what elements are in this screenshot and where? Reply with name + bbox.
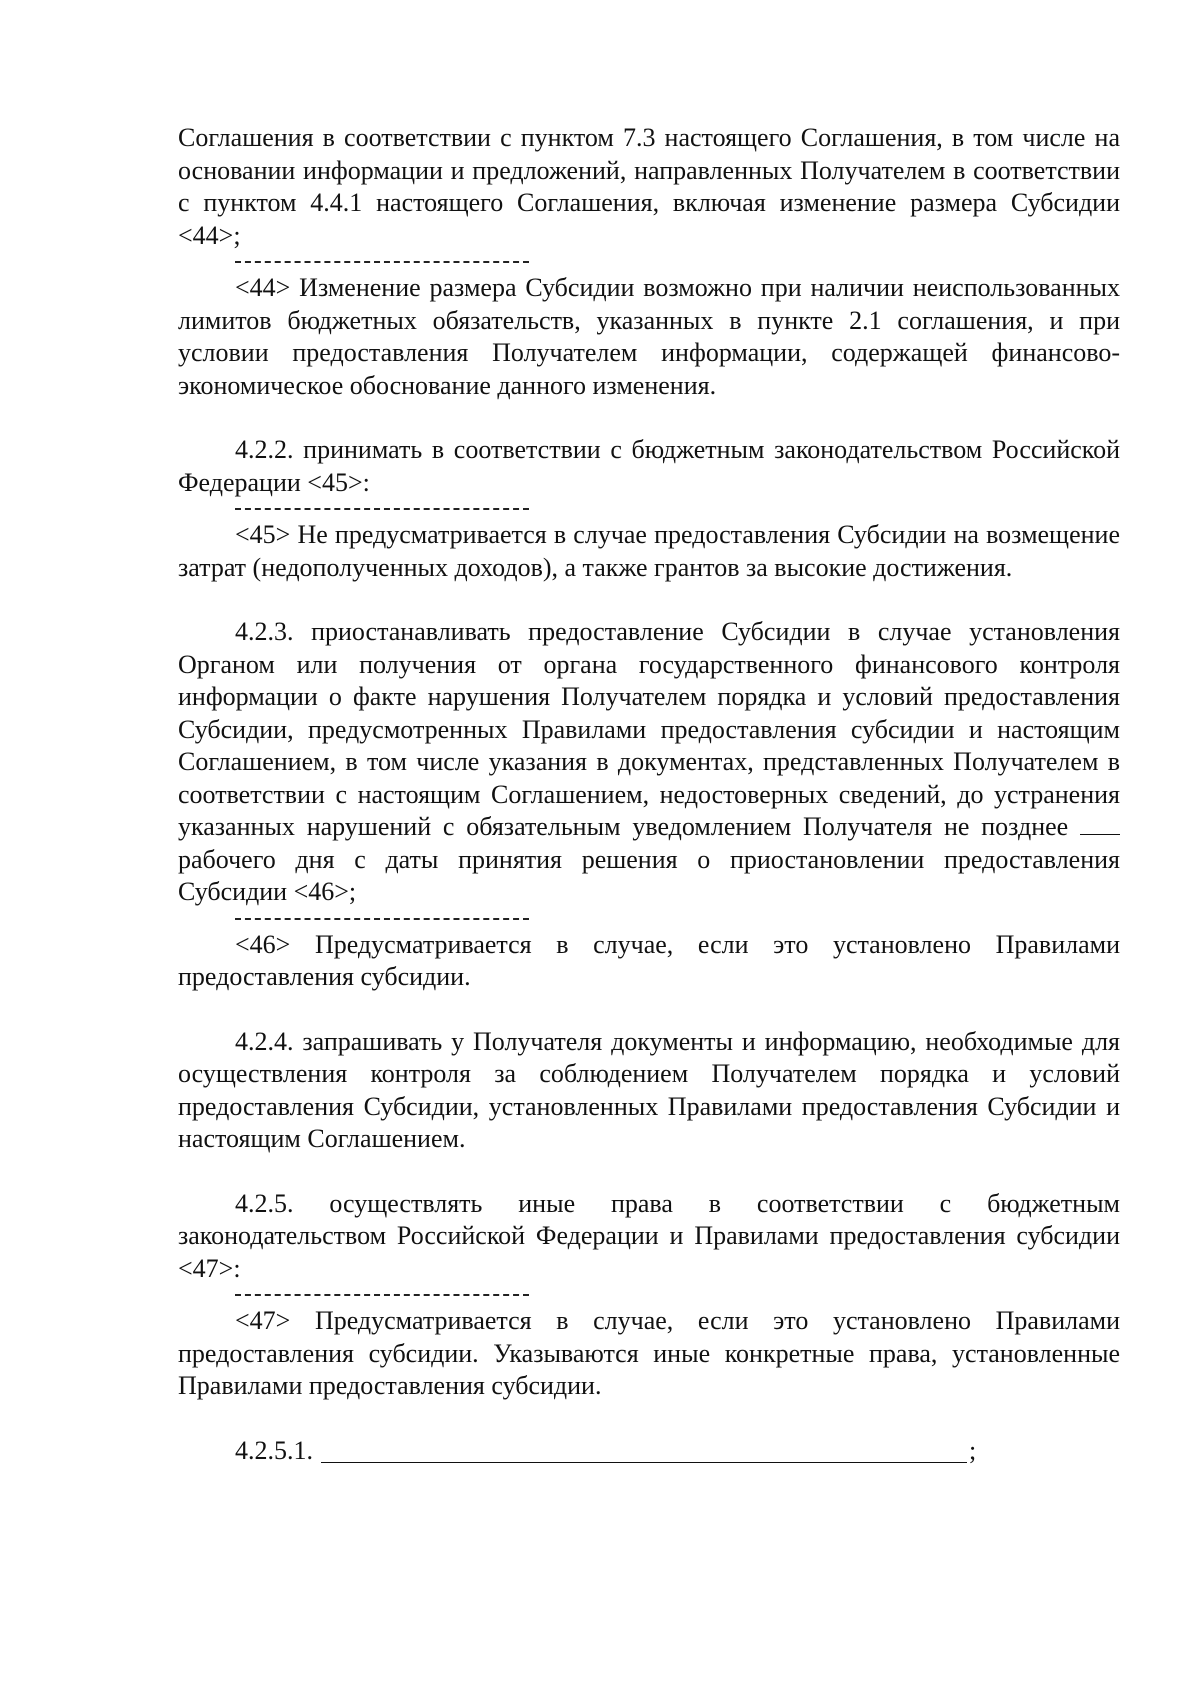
clause-4-2-5-1-blank-line (321, 1438, 967, 1463)
clause-4-2-3-body (178, 649, 1120, 909)
paragraph-continuation: Соглашения в соответствии с пунктом 7.3 настоящего Соглашения, в том числе на основании информации и предложений, направленных Получателем в соответствии с пунктом 4.4.1 настоящего Соглашения, включая изменение размера Субсидии <44>; (178, 123, 1120, 250)
clause-4-2-3-heading: 4.2.3. приостанавливать предоставление Субсидии в случае установления (235, 617, 1120, 646)
footnote-46: <46> Предусматривается в случае, если это установлено Правилами предоставления субсидии. (178, 929, 1120, 991)
footnote-47: <47> Предусматривается в случае, если это установлено Правилами предоставления субсидии. Указываются иные конкретные права, установленные Правилами предоставления субсидии. (178, 1306, 1120, 1400)
footnote-44: <44> Изменение размера Субсидии возможно при наличии неиспользованных лимитов бюджетных обязательств, указанных в пункте 2.1 соглашения, и при условии предоставления Получателем информации, содержащей финансово-экономическое обоснование данного изменения. (178, 273, 1120, 400)
clause-4-2-3-tail: рабочего дня с даты принятия решения о приостановлении предоставления Субсидии <46>; (178, 844, 1120, 906)
footnote-separator (235, 909, 1120, 929)
paragraph-gap (178, 584, 1120, 616)
paragraph-gap (178, 402, 1120, 434)
clause-4-2-5: 4.2.5. осуществлять иные права в соответствии с бюджетным законодательством Российской Федерации и Правилами предоставления субсидии <47>: (178, 1188, 1120, 1283)
clause-4-2-5-1-end: ; (969, 1435, 977, 1465)
document-body (178, 122, 1120, 1467)
footnote-separator (235, 1285, 1120, 1305)
paragraph-gap (178, 1156, 1120, 1188)
clause-4-2-4: 4.2.4. запрашивать у Получателя документы и информацию, необходимые для осуществления контроля за соблюдением Получателем порядка и условий предоставления Субсидии, установленных Правилами предоставления Субсидии и настоящим Соглашением. (178, 1026, 1120, 1153)
paragraph-gap (178, 1403, 1120, 1435)
clause-4-2-2: 4.2.2. принимать в соответствии с бюджетным законодательством Российской Федерации <45>: (178, 435, 1120, 497)
clause-4-2-5-1 (235, 1435, 1120, 1468)
days-blank-field (1080, 814, 1120, 835)
clause-4-2-5-1-label: 4.2.5.1. (235, 1435, 313, 1465)
clause-4-2-3-text: Органом или получения от органа государственного финансового контроля информации о факте нарушения Получателем порядка и условий предоставления Субсидии, предусмотренных Правилами предоставления субсидии и настоящим Соглашением, в том числе указания в документах, представленных Получателем в соответствии с настоящим Соглашением, недостоверных сведений, до устранения указанных нарушений с обязательным уведомлением Получателя не позднее (178, 649, 1120, 841)
paragraph-gap (178, 994, 1120, 1026)
footnote-separator (235, 252, 1120, 272)
footnote-separator (235, 499, 1120, 519)
footnote-45: <45> Не предусматривается в случае предоставления Субсидии на возмещение затрат (недополученных доходов), а также грантов за высокие достижения. (178, 520, 1120, 582)
